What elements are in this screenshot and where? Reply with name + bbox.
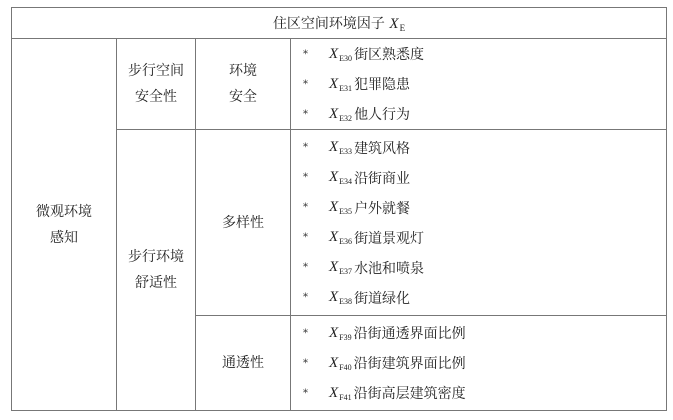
- level3-permeability-label: 通透性: [222, 355, 264, 371]
- factor-item: [303, 163, 666, 193]
- bullet-icon: *: [303, 232, 308, 243]
- factor-label: 户外就餐: [354, 200, 411, 217]
- level1-line1: 微观环境: [36, 203, 92, 220]
- level1-cell: [12, 39, 117, 411]
- level3-cell-env-safety: [196, 39, 291, 130]
- level1-line2: 感知: [50, 229, 78, 246]
- factor-item: [303, 253, 666, 283]
- bullet-icon: *: [303, 262, 308, 273]
- factor-label: 街道绿化: [354, 290, 411, 307]
- factor-symbol: $X_{F40}$: [329, 354, 352, 372]
- factor-group-permeability: [291, 316, 667, 411]
- bullet-icon: *: [303, 357, 308, 369]
- factor-symbol: $X_{E34}$: [329, 169, 353, 186]
- level3-cell-diversity: [196, 130, 291, 316]
- level3-env-safety-line2: 安全: [229, 89, 257, 105]
- bullet-icon: *: [303, 142, 308, 153]
- table-header: [12, 8, 667, 39]
- factor-label: 沿街高层建筑密度: [353, 386, 466, 402]
- factor-table: [11, 7, 667, 411]
- level3-cell-permeability: [196, 316, 291, 411]
- factor-group-diversity: [291, 130, 667, 316]
- factor-item: [303, 39, 666, 69]
- level3-env-safety-line1: 环境: [229, 63, 257, 79]
- factor-item: [303, 223, 666, 253]
- factor-item: [303, 193, 666, 223]
- level2-comfort-line1: 步行环境: [128, 249, 184, 265]
- factor-label: 街区熟悉度: [354, 47, 425, 63]
- bullet-icon: *: [303, 387, 308, 399]
- factor-symbol: $X_{E30}$: [329, 45, 353, 63]
- bullet-icon: *: [303, 48, 308, 60]
- factor-label: 他人行为: [354, 107, 411, 123]
- factor-symbol: $X_{E31}$: [329, 75, 353, 93]
- factor-symbol: $X_{F39}$: [329, 324, 352, 342]
- factor-item: [303, 378, 666, 408]
- factor-item: [303, 133, 666, 163]
- factor-label: 建筑风格: [354, 140, 411, 157]
- factor-label: 沿街商业: [354, 170, 411, 187]
- factor-symbol: $X_{E35}$: [329, 199, 353, 216]
- factor-symbol: $X_{E36}$: [329, 229, 353, 246]
- factor-item: [303, 318, 666, 348]
- factor-group-safety: [291, 39, 667, 130]
- factor-symbol: $X_{E38}$: [329, 289, 353, 306]
- level2-safety-line1: 步行空间: [128, 63, 184, 79]
- bullet-icon: *: [303, 108, 308, 120]
- title-symbol: $X_E$: [389, 16, 406, 33]
- factor-item: [303, 69, 666, 99]
- level3-diversity-label: 多样性: [222, 214, 264, 231]
- factor-symbol: $X_{F41}$: [329, 384, 352, 402]
- factor-label: 街道景观灯: [354, 230, 425, 247]
- bullet-icon: *: [303, 327, 308, 339]
- table-title: 住区空间环境因子: [272, 16, 385, 32]
- factor-label: 沿街建筑界面比例: [353, 356, 466, 372]
- level2-comfort-line2: 舒适性: [135, 275, 177, 291]
- factor-item: [303, 348, 666, 378]
- bullet-icon: *: [303, 78, 308, 90]
- factor-item: [303, 99, 666, 129]
- level2-cell-comfort: [117, 130, 196, 411]
- bullet-icon: *: [303, 202, 308, 213]
- bullet-icon: *: [303, 172, 308, 183]
- level2-cell-safety: [117, 39, 196, 130]
- factor-label: 沿街通透界面比例: [353, 326, 466, 342]
- factor-item: [303, 283, 666, 313]
- level2-safety-line2: 安全性: [135, 89, 177, 105]
- factor-label: 水池和喷泉: [354, 260, 425, 277]
- factor-label: 犯罪隐患: [354, 77, 411, 93]
- bullet-icon: *: [303, 292, 308, 303]
- factor-symbol: $X_{E37}$: [329, 259, 353, 276]
- factor-symbol: $X_{E32}$: [329, 105, 353, 123]
- factor-symbol: $X_{E33}$: [329, 139, 353, 156]
